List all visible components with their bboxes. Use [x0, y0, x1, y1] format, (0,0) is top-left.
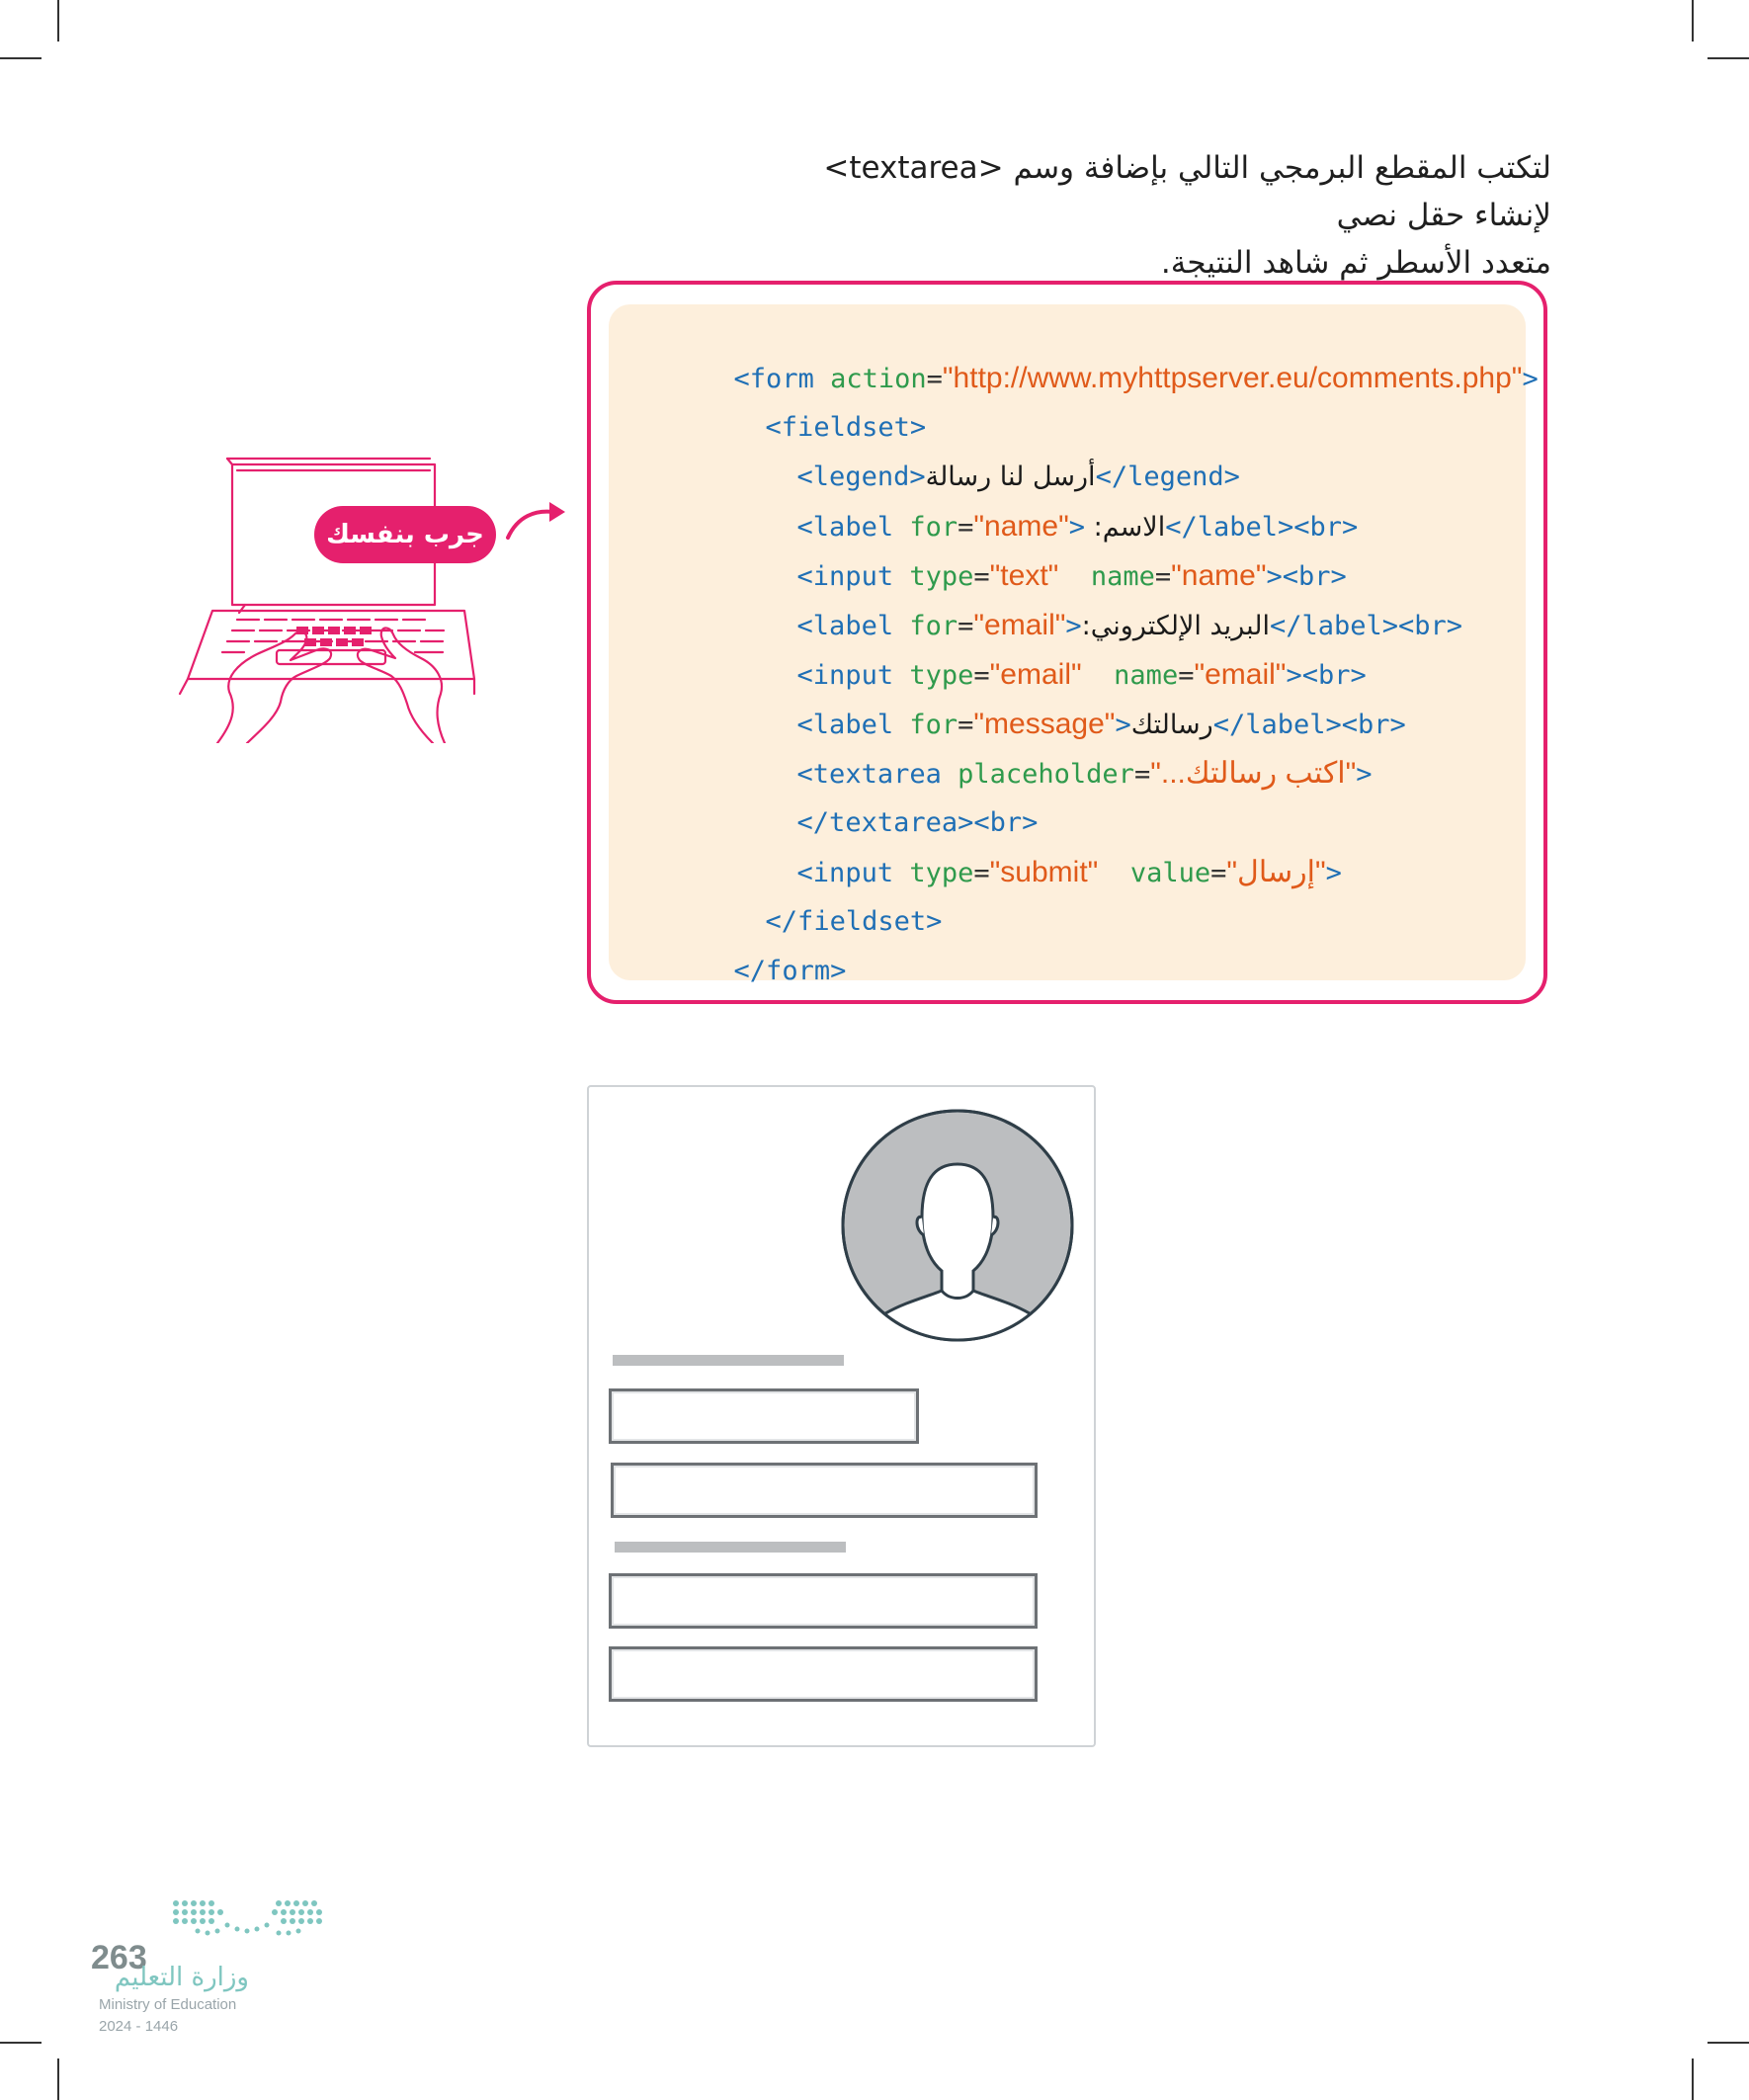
crop-mark — [1692, 0, 1694, 42]
code-token: <legend> — [796, 462, 926, 492]
code-token: = — [973, 660, 990, 691]
code-token: action — [830, 364, 927, 394]
code-token: = — [1178, 660, 1195, 691]
placeholder-label-bar — [615, 1542, 846, 1553]
code-token: :البريد الإلكتروني — [1081, 611, 1270, 641]
code-token: "email" — [973, 609, 1066, 641]
code-token: for — [909, 710, 958, 740]
code-token: = — [1210, 858, 1227, 888]
code-token: <label — [796, 611, 894, 641]
code-token: type — [909, 561, 974, 592]
code-token: "message" — [973, 708, 1116, 740]
placeholder-label-bar — [613, 1355, 844, 1366]
code-line-2 — [669, 375, 927, 443]
code-token: "email" — [989, 658, 1082, 691]
code-line-1 — [637, 325, 1539, 394]
code-token: <input — [796, 858, 894, 888]
code-token: "name" — [973, 510, 1069, 543]
edition-year: 2024 - 1446 — [99, 2018, 179, 2035]
code-token: = — [1133, 759, 1151, 790]
code-token: </fieldset> — [765, 906, 943, 937]
code-token: = — [958, 710, 974, 740]
crop-mark — [1707, 2042, 1749, 2044]
code-token: > — [1065, 611, 1082, 641]
code-token: ><br> — [1286, 660, 1367, 691]
code-token: </label><br> — [1212, 710, 1406, 740]
code-line-3 — [701, 424, 1240, 492]
crop-mark — [1692, 2058, 1694, 2100]
code-box — [587, 281, 1547, 1004]
ministry-logo-icon — [168, 1895, 326, 1949]
code-line-5 — [701, 523, 1347, 592]
code-token: placeholder — [958, 759, 1134, 790]
instruction-line-1: لتكتب المقطع البرمجي التالي بإضافة وسم <textarea> لإنشاء حقل نصي — [823, 150, 1551, 233]
form-preview-illustration — [587, 1085, 1096, 1747]
code-token: <input — [796, 660, 894, 691]
code-token: <label — [796, 512, 894, 543]
code-token: = — [958, 611, 974, 641]
code-token: رسالتك — [1130, 710, 1213, 740]
code-block — [609, 304, 1539, 986]
code-token: <form — [733, 364, 814, 394]
code-token: ><br> — [1266, 561, 1347, 592]
code-token: "submit" — [989, 856, 1099, 888]
code-line-6 — [701, 572, 1463, 641]
arrow-right-icon — [504, 494, 569, 544]
code-line-12 — [669, 869, 943, 937]
code-token: أرسل لنا رسالة — [925, 462, 1096, 492]
code-token: = — [926, 364, 943, 394]
code-token: > — [1522, 364, 1539, 394]
try-yourself-badge: جرب بنفسك — [314, 506, 496, 563]
code-token: = — [973, 561, 990, 592]
code-line-13 — [637, 918, 847, 986]
code-token: name — [1114, 660, 1179, 691]
placeholder-input-field — [609, 1573, 1038, 1629]
code-token: value — [1129, 858, 1211, 888]
crop-mark — [1707, 57, 1749, 59]
code-line-7 — [701, 622, 1367, 691]
crop-mark — [57, 2058, 59, 2100]
ministry-name-arabic: وزارة التعليم — [114, 1963, 249, 1992]
crop-mark — [57, 0, 59, 42]
code-line-10 — [701, 770, 1039, 838]
placeholder-input-field — [611, 1463, 1038, 1518]
code-token: <label — [796, 710, 894, 740]
code-token: "email" — [1194, 658, 1287, 691]
placeholder-input-field — [609, 1388, 919, 1444]
crop-mark — [0, 57, 42, 59]
code-token: "text" — [989, 559, 1059, 592]
code-token: "...اكتب رسالتك" — [1150, 757, 1357, 790]
page-number: 263 — [91, 1939, 147, 1976]
placeholder-input-field — [609, 1646, 1038, 1702]
code-token: type — [909, 858, 974, 888]
code-token: "إرسال" — [1226, 856, 1326, 888]
code-token: </textarea><br> — [796, 807, 1039, 838]
code-token: name — [1090, 561, 1155, 592]
crop-mark — [0, 2042, 42, 2044]
code-line-8 — [701, 671, 1406, 740]
code-token: </label><br> — [1165, 512, 1359, 543]
code-line-11 — [701, 819, 1342, 888]
instruction-text — [751, 144, 1551, 287]
ministry-name-english: Ministry of Education — [99, 1996, 237, 2013]
code-token: for — [909, 512, 958, 543]
code-line-9 — [701, 720, 1373, 790]
code-token: </legend> — [1095, 462, 1240, 492]
user-avatar-icon — [839, 1107, 1076, 1344]
code-token: = — [1154, 561, 1172, 592]
code-token: </form> — [733, 956, 847, 986]
instruction-line-2: متعدد الأسطر ثم شاهد النتيجة. — [1160, 245, 1551, 281]
code-token: > — [1068, 512, 1086, 543]
laptop-typing-illustration — [178, 457, 484, 743]
code-token: > — [1115, 710, 1131, 740]
code-token: <input — [796, 561, 894, 592]
code-token: type — [909, 660, 974, 691]
code-token: :الاسم — [1085, 512, 1166, 543]
code-token: = — [958, 512, 974, 543]
code-line-4 — [701, 473, 1359, 543]
code-token: for — [909, 611, 958, 641]
code-token: = — [973, 858, 990, 888]
code-token: </label><br> — [1269, 611, 1463, 641]
code-token: "name" — [1171, 559, 1267, 592]
code-token: > — [1325, 858, 1342, 888]
code-token: > — [1356, 759, 1373, 790]
code-token: <textarea — [796, 759, 942, 790]
code-token: "http://www.myhttpserver.eu/comments.php" — [942, 362, 1523, 394]
code-token: <fieldset> — [765, 412, 927, 443]
